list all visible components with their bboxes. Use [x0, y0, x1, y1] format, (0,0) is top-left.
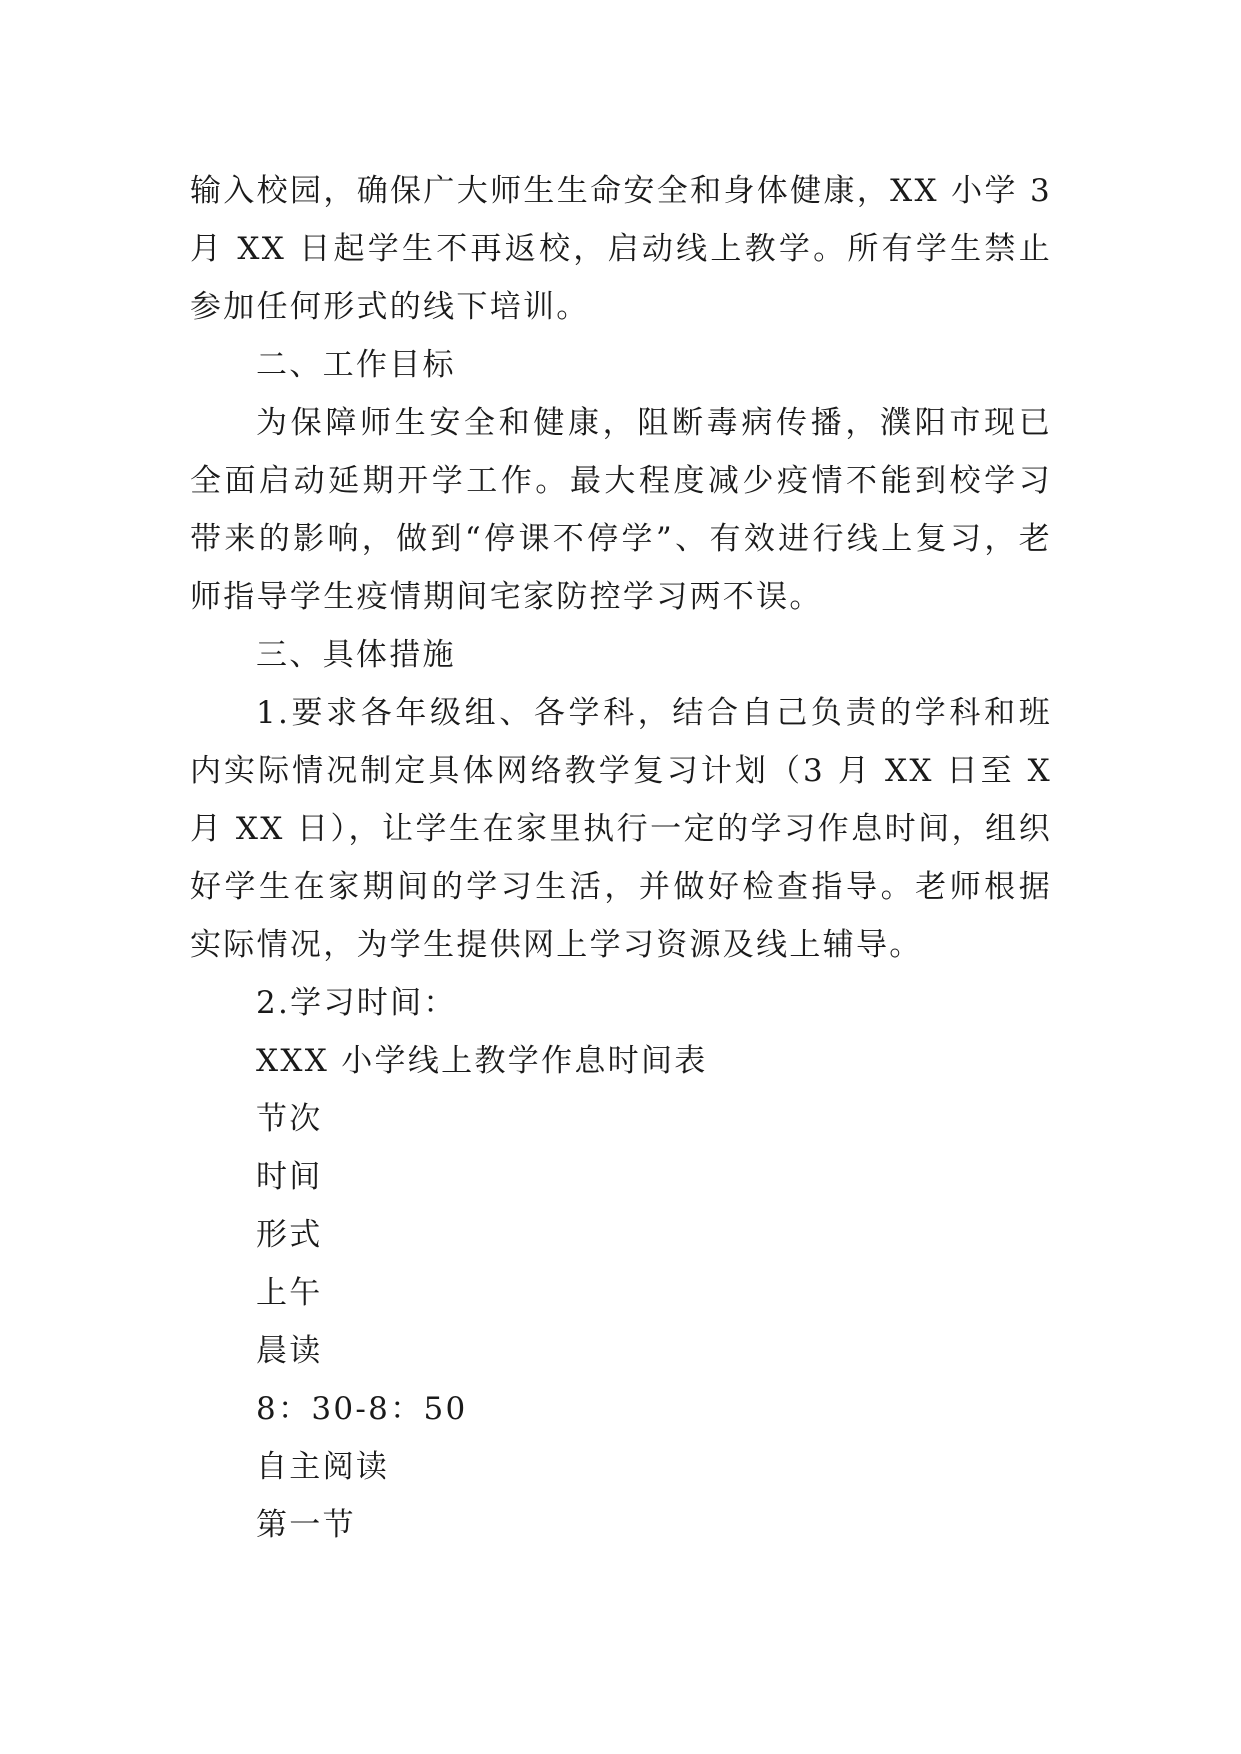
schedule-title: XXX 小学线上教学作息时间表 — [256, 1043, 708, 1079]
section-heading-measures: 三、具体措施 — [256, 637, 456, 673]
paragraph-measure-2: 2.学习时间： — [256, 985, 457, 1021]
schedule-header-period: 节次 — [256, 1101, 323, 1137]
document-body — [190, 162, 1052, 1554]
section-heading-goals: 二、工作目标 — [256, 347, 456, 383]
schedule-section-morning: 上午 — [256, 1275, 323, 1311]
paragraph-goals: 为保障师生安全和健康，阻断毒病传播，濮阳市现已全面启动延期开学工作。最大程度减少疫情不能到校学习带来的影响，做到“停课不停学”、有效进行线上复习，老师指导学生疫情期间宅家防控学习两不误。 — [190, 405, 1052, 615]
schedule-table — [190, 1032, 1052, 1554]
schedule-cell-period: 晨读 — [256, 1333, 323, 1369]
paragraph-campus-notice: 输入校园，确保广大师生生命安全和身体健康，XX 小学 3 月 XX 日起学生不再返校，启动线上教学。所有学生禁止参加任何形式的线下培训。 — [190, 173, 1052, 325]
schedule-cell-form: 自主阅读 — [256, 1449, 390, 1485]
paragraph-measure-1: 1.要求各年级组、各学科，结合自己负责的学科和班内实际情况制定具体网络教学复习计划（3 月 XX 日至 X 月 XX 日），让学生在家里执行一定的学习作息时间，组织好学生在家期间的学习生活，并做好检查指导。老师根据实际情况，为学生提供网上学习资源及线上辅导。 — [190, 695, 1052, 963]
schedule-cell-time: 8：30-8：50 — [256, 1391, 468, 1427]
schedule-cell-period: 第一节 — [256, 1507, 356, 1543]
schedule-header-form: 形式 — [256, 1217, 323, 1253]
schedule-header-time: 时间 — [256, 1159, 323, 1195]
